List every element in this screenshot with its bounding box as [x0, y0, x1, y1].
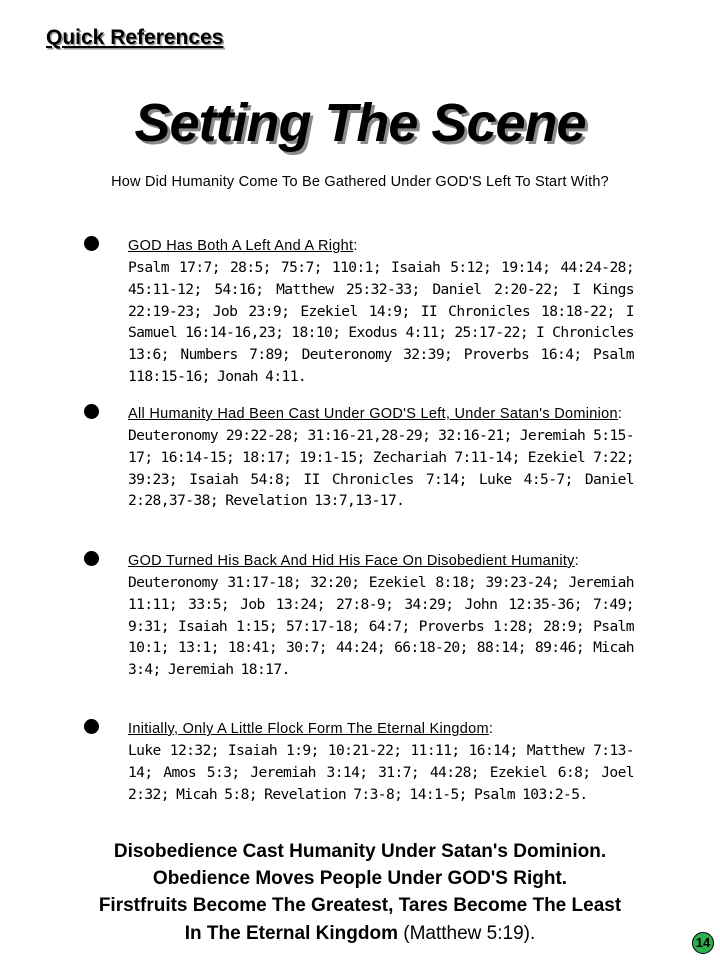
scripture-references: Deuteronomy 31:17-18; 32:20; Ezekiel 8:18; 39:23-24; Jeremiah 11:11; 33:5; Job 13:24; 27:8-9; 34:29; John 12:35-36; 7:49; 9:31; Isaiah 1:15; 57:17-18; 64:7; Proverbs 1:28; 28:9; Psalm 10:1; 13:1; 18:41; 30:7; 44:24; 66:18-20; 88:14; 89:46; Micah 3:4; Jeremiah 18:17. — [128, 574, 634, 679]
scripture-references: Psalm 17:7; 28:5; 75:7; 110:1; Isaiah 5:12; 19:14; 44:24-28; 45:11-12; 54:16; Matthew 25:32-33; Daniel 2:20-22; I Kings 22:19-23; Job 23:9; Ezekiel 14:9; II Chronicles 18:18-22; I Samuel 16:14-16,23; 18:10; Exodus 4:11; 25:17-22; I Chronicles 13:6; Numbers 7:89; Deuteronomy 32:39; Proverbs 16:4; Psalm 118:15-16; Jonah 4:11. — [128, 259, 634, 385]
summary-footer — [0, 838, 720, 947]
bullet-icon — [84, 404, 99, 419]
page-number-badge: 14 — [692, 932, 714, 954]
scripture-references: Deuteronomy 29:22-28; 31:16-21,28-29; 32:16-21; Jeremiah 5:15-17; 16:14-15; 18:17; 19:1-15; Zechariah 7:11-14; Ezekiel 7:22; 39:23; Isaiah 54:8; II Chronicles 7:14; Luke 4:5-7; Daniel 2:28,37-38; Revelation 13:7,13-17. — [128, 427, 634, 510]
section-heading: All Humanity Had Been Cast Under GOD'S Left, Under Satan's Dominion: — [128, 406, 623, 422]
section-heading: GOD Turned His Back And Hid His Face On Disobedient Humanity: — [128, 553, 580, 569]
bullet-icon — [84, 551, 99, 566]
footer-line: In The Eternal Kingdom (Matthew 5:19). — [184, 922, 536, 944]
footer-line: Firstfruits Become The Greatest, Tares Become The Least — [98, 895, 622, 917]
section-heading: Initially, Only A Little Flock Form The Eternal Kingdom: — [128, 721, 494, 737]
footer-line: Disobedience Cast Humanity Under Satan's Dominion. — [113, 841, 607, 862]
bullet-icon — [84, 236, 99, 251]
footer-line: Obedience Moves People Under GOD'S Right. — [152, 868, 568, 890]
page-title: Setting The Scene — [134, 93, 586, 153]
section-heading: GOD Has Both A Left And A Right: — [128, 238, 358, 254]
quick-references-header: Quick References — [46, 26, 224, 49]
scripture-references: Luke 12:32; Isaiah 1:9; 10:21-22; 11:11; 16:14; Matthew 7:13-14; Amos 5:3; Jeremiah 3:14; 31:7; 44:28; Ezekiel 6:8; Joel 2:32; Micah 5:8; Revelation 7:3-8; 14:1-5; Psalm 103:2-5. — [128, 742, 634, 803]
bullet-icon — [84, 719, 99, 734]
subtitle: How Did Humanity Come To Be Gathered Under GOD'S Left To Start With? — [111, 174, 609, 190]
